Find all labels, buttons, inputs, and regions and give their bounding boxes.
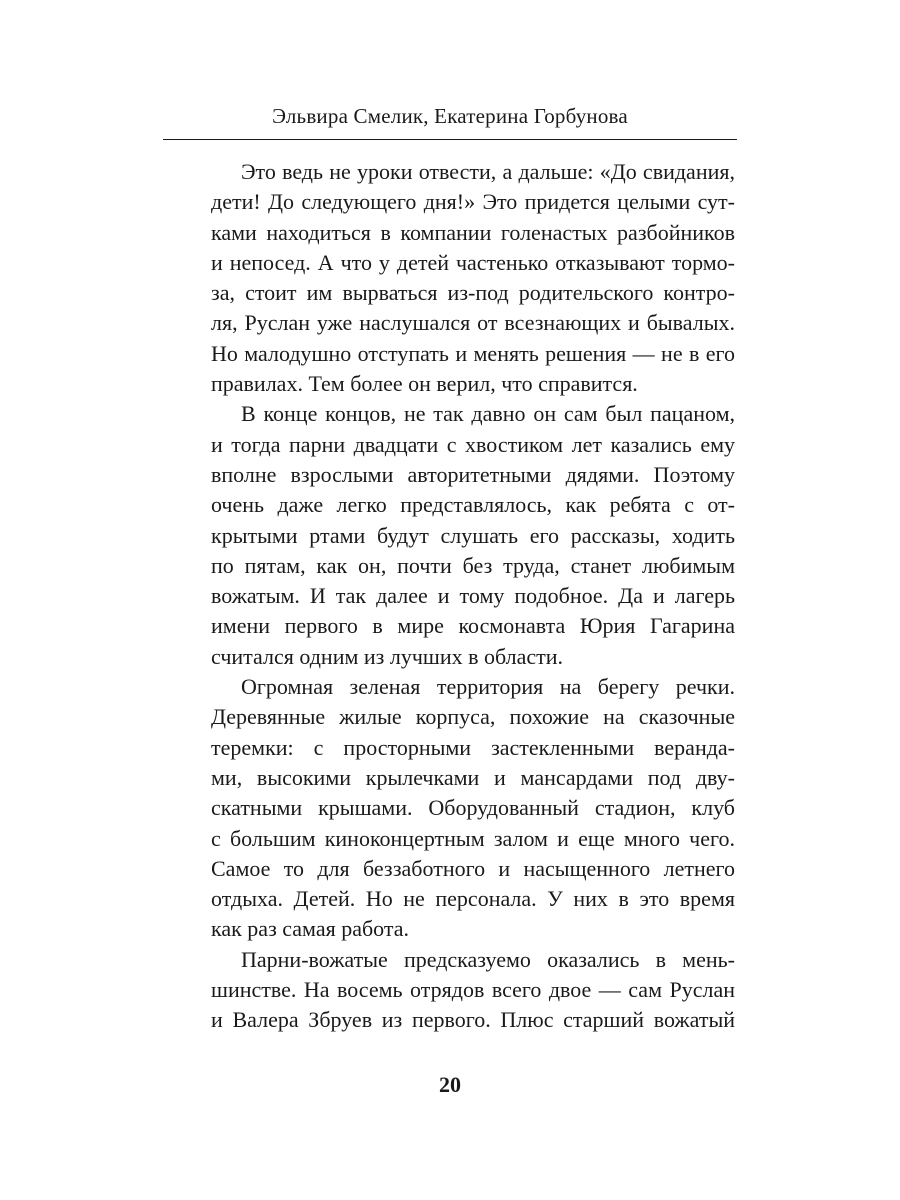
text-line: Парни-вожатые предсказуемо оказались в мень- — [241, 946, 735, 972]
text-line: Самое то для беззаботного и насыщенного летнего — [211, 855, 735, 881]
text-line: В конце концов, не так давно он сам был пацаном, — [241, 401, 735, 427]
text-line: как раз самая работа. — [211, 916, 410, 942]
text-line: с большим киноконцертным залом и еще много чего. — [211, 825, 735, 851]
text-line: считался одним из лучших в области. — [211, 643, 564, 669]
page-number: 20 — [439, 1072, 461, 1097]
text-line: и Валера Збруев из первого. Плюс старший вожатый — [211, 1007, 735, 1033]
text-line: теремки: с просторными застекленными веранда- — [211, 734, 735, 760]
text-line: Но малодушно отступать и менять решения — не в его — [211, 340, 735, 366]
text-line: ками находиться в компании голенастых разбойников — [211, 219, 735, 245]
text-line: очень даже легко представлялось, как ребята с от- — [211, 492, 735, 518]
body-text — [211, 157, 735, 1036]
text-line: правилах. Тем более он верил, что справится. — [211, 371, 638, 397]
running-head: Эльвира Смелик, Екатерина Горбунова — [272, 104, 628, 128]
text-line: крытыми ртами будут слушать его рассказы, ходить — [211, 522, 735, 548]
text-line: отдыха. Детей. Но не персонала. У них в это время — [211, 886, 735, 912]
text-line: скатными крышами. Оборудованный стадион, клуб — [211, 795, 735, 821]
header-rule — [163, 139, 737, 140]
text-line: Деревянные жилые корпуса, похожие на сказочные — [211, 704, 735, 730]
text-line: и тогда парни двадцати с хвостиком лет казались ему — [211, 431, 735, 457]
text-line: Это ведь не уроки отвести, а дальше: «До свидания, — [241, 159, 735, 184]
text-line: вполне взрослыми авторитетными дядями. Поэтому — [211, 461, 735, 487]
text-line: вожатым. И так далее и тому подобное. Да и лагерь — [211, 583, 735, 609]
text-line: дети! До следующего дня!» Это придется целыми сут- — [211, 189, 735, 215]
text-line: ми, высокими крылечками и мансардами под дву- — [211, 764, 735, 790]
text-line: Огромная зеленая территория на берегу речки. — [241, 674, 735, 700]
text-line: шинстве. На восемь отрядов всего двое — сам Руслан — [211, 977, 735, 1003]
text-line: по пятам, как он, почти без труда, станет любимым — [211, 552, 735, 578]
text-line: и непосед. А что у детей частенько отказывают тормо- — [211, 249, 735, 275]
text-line: имени первого в мире космонавта Юрия Гагарина — [211, 613, 735, 639]
text-line: ля, Руслан уже наслушался от всезнающих и бывалых. — [211, 310, 735, 336]
text-line: за, стоит им вырваться из-под родительского контро- — [211, 280, 735, 306]
